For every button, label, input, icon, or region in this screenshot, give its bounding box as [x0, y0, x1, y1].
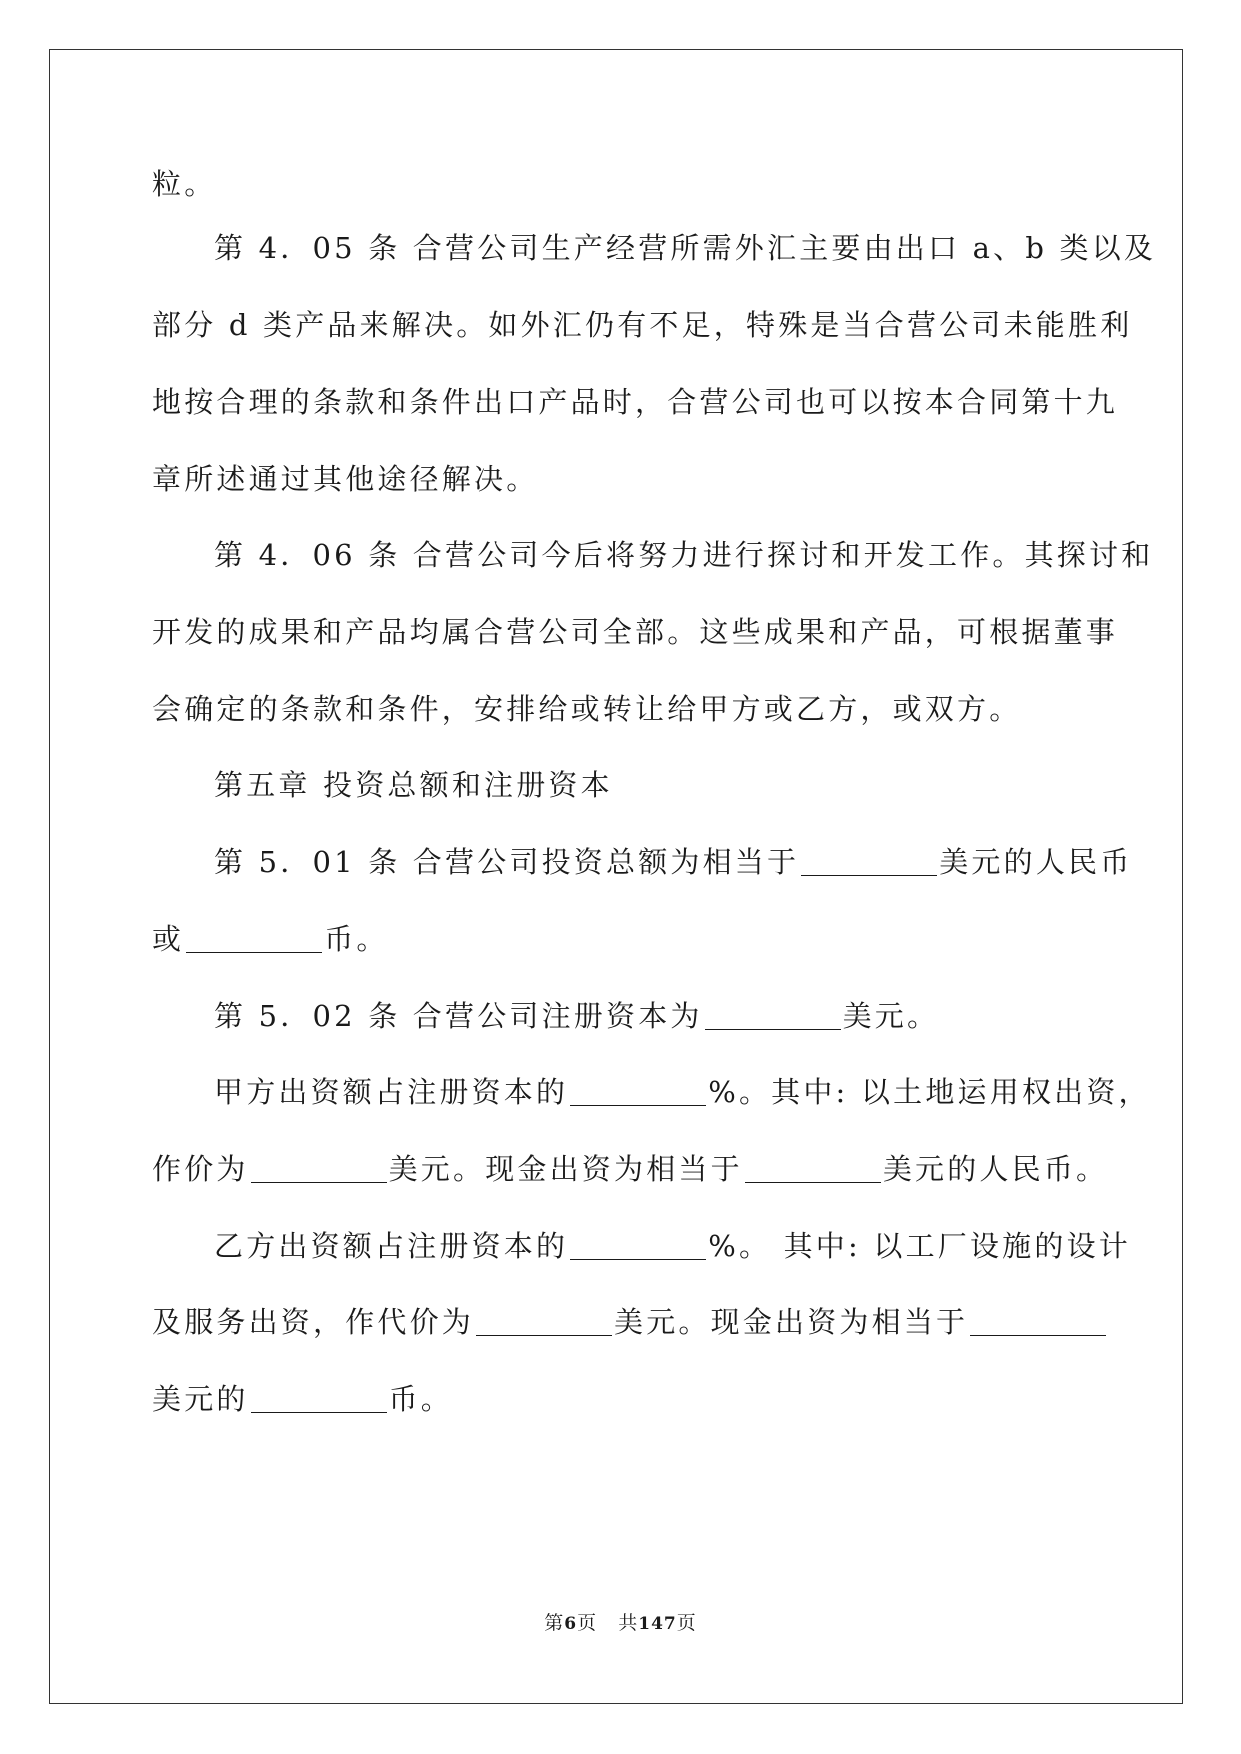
line-text: 及服务出资，作代价为 [152, 1305, 475, 1339]
article-5-01-line [214, 842, 1132, 882]
line-text: 币。 [388, 1382, 454, 1416]
paragraph-line [152, 1379, 453, 1419]
fill-in-blank [570, 1075, 706, 1106]
line-text: 美元的人民币 [939, 845, 1133, 879]
paragraph-line: 会确定的条款和条件，安排给或转让给甲方或乙方，或双方。 [152, 692, 1022, 726]
paragraph-line [152, 919, 389, 959]
line-text: 币。 [324, 922, 389, 956]
footer-page-suffix: 页 [577, 1612, 598, 1634]
party-a-contribution-line [214, 1072, 1151, 1112]
fill-in-blank [970, 1305, 1106, 1336]
footer-page-number: 6 [564, 1614, 578, 1634]
paragraph-line [152, 1302, 1108, 1342]
line-text: 第 5．01 条 合营公司投资总额为相当于 [214, 845, 800, 879]
line-text: %。 其中: 以工厂设施的设计 [708, 1229, 1131, 1263]
chapter-5-heading: 第五章 投资总额和注册资本 [214, 768, 613, 802]
page-footer [0, 1608, 1241, 1635]
paragraph-line: 开发的成果和产品均属合营公司全部。这些成果和产品，可根据董事 [152, 615, 1119, 649]
fill-in-blank [801, 845, 937, 876]
line-text: 美元。现金出资为相当于 [614, 1305, 969, 1339]
line-text: 第 5．02 条 合营公司注册资本为 [214, 999, 703, 1033]
party-b-contribution-line [214, 1226, 1131, 1266]
line-text: 或 [152, 922, 185, 956]
fill-in-blank [476, 1305, 612, 1336]
article-4-06-line: 第 4．06 条 合营公司今后将努力进行探讨和开发工作。其探讨和 [214, 538, 1154, 572]
paragraph-line: 部分 d 类产品来解决。如外汇仍有不足，特殊是当合营公司未能胜利 [152, 308, 1133, 342]
paragraph-line [152, 1149, 1108, 1189]
article-5-02-line [214, 996, 939, 1036]
footer-total-pages: 147 [638, 1614, 677, 1634]
article-4-05-line: 第 4．05 条 合营公司生产经营所需外汇主要由出口 a、b 类以及 [214, 231, 1157, 265]
footer-page-prefix: 第 [544, 1612, 565, 1634]
footer-total-suffix: 页 [676, 1612, 697, 1634]
fill-in-blank [251, 1152, 387, 1183]
line-text: 美元的 [152, 1382, 249, 1416]
fill-in-blank [745, 1152, 881, 1183]
line-text: 美元的人民币。 [882, 1152, 1109, 1186]
fill-in-blank [705, 999, 841, 1030]
line-text: 作价为 [152, 1152, 249, 1186]
fill-in-blank [186, 922, 322, 953]
line-text: 甲方出资额占注册资本的 [214, 1075, 569, 1109]
paragraph-line: 章所述通过其他途径解决。 [152, 462, 539, 496]
fill-in-blank [570, 1229, 706, 1260]
line-text: 乙方出资额占注册资本的 [214, 1229, 569, 1263]
line-text: 美元。 [842, 999, 940, 1033]
line-text: %。其中: 以土地运用权出资， [708, 1075, 1151, 1109]
footer-total-prefix: 共 [618, 1612, 639, 1634]
fill-in-blank [251, 1382, 387, 1413]
line-text: 美元。现金出资为相当于 [388, 1152, 743, 1186]
paragraph-line: 粒。 [152, 167, 217, 201]
paragraph-line: 地按合理的条款和条件出口产品时，合营公司也可以按本合同第十九 [152, 385, 1119, 419]
